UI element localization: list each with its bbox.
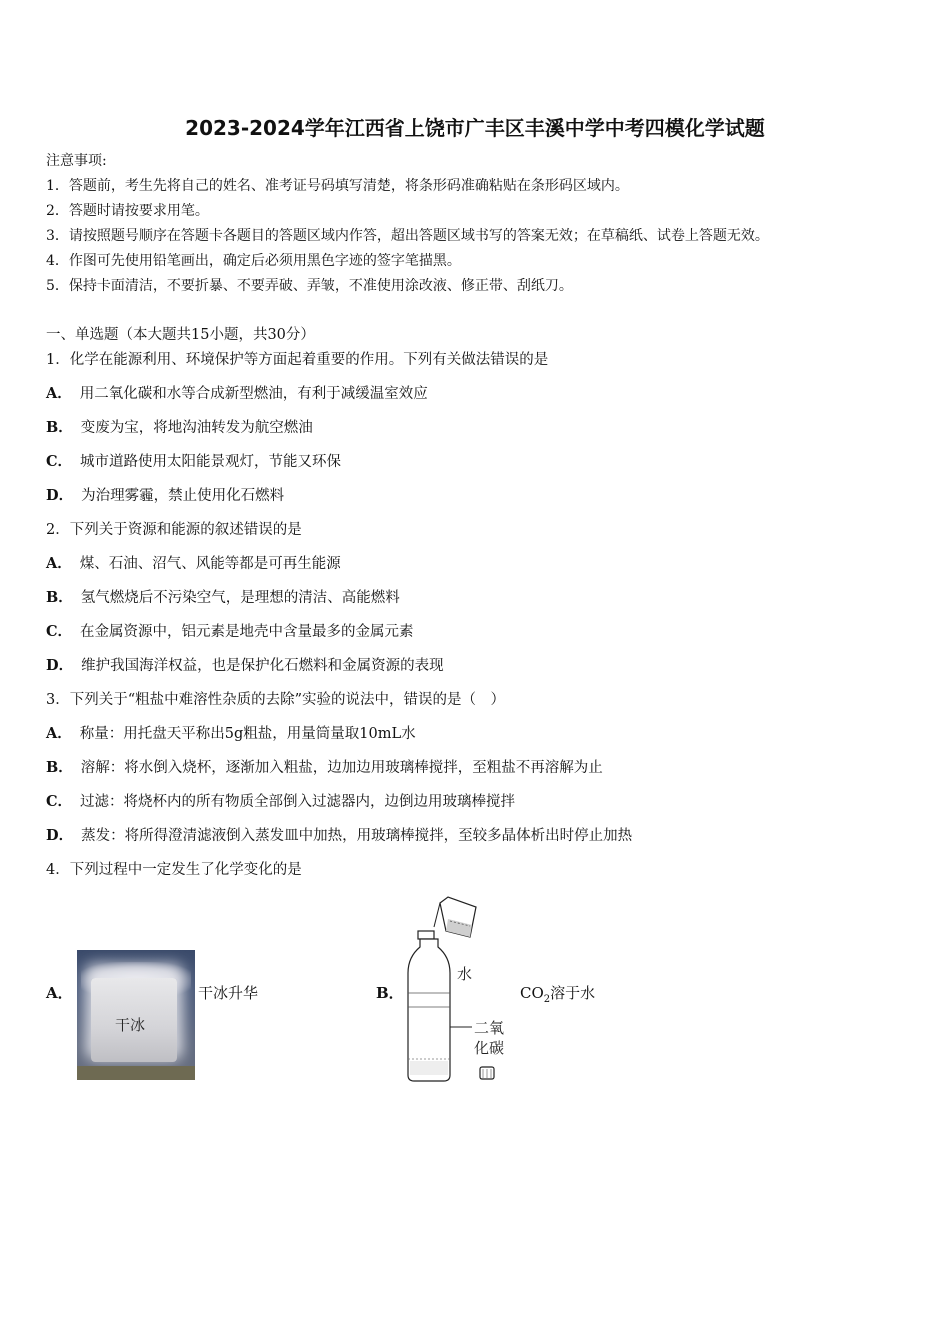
- option-letter: C．: [46, 793, 73, 810]
- notice-item: 1．答题前，考生先将自己的姓名、准考证号码填写清楚，将条形码准确粘贴在条形码区域内。: [46, 178, 629, 194]
- bottle-cap-icon: [480, 1067, 494, 1079]
- photo-base: [77, 1066, 195, 1080]
- section-heading: 一、单选题（本大题共15小题，共30分）: [46, 327, 315, 343]
- co2-label-line2: 化碳: [474, 1039, 505, 1057]
- option-text: 氢气燃烧后不污染空气，是理想的清洁、高能燃料: [80, 590, 400, 606]
- dry-ice-photo: [77, 950, 195, 1080]
- notice-item: 5．保持卡面清洁，不要折暴、不要弄破、弄皱，不准使用涂改液、修正带、刮纸刀。: [46, 278, 573, 294]
- option-text: 蒸发：将所得澄清滤液倒入蒸发皿中加热，用玻璃棒搅拌，至较多晶体析出时停止加热: [81, 828, 633, 844]
- option-text: 维护我国海洋权益，也是保护化石燃料和金属资源的表现: [81, 658, 444, 674]
- option-text: 变废为宝，将地沟油转发为航空燃油: [80, 420, 313, 436]
- option-row: [46, 725, 416, 743]
- page-title: 2023-2024学年江西省上饶市广丰区丰溪中学中考四模化学试题: [185, 116, 765, 140]
- bottle-icon: [408, 931, 450, 1081]
- question-stem: 3．下列关于“粗盐中难溶性杂质的去除”实验的说法中，错误的是（ ）: [46, 692, 506, 708]
- option-text: 煤、石油、沼气、风能等都是可再生能源: [79, 556, 341, 572]
- bottle-diagram: [400, 895, 520, 1087]
- option-text: 溶解：将水倒入烧杯，逐渐加入粗盐，边加边用玻璃棒搅拌，至粗盐不再溶解为止: [80, 760, 603, 776]
- photo-label: 干冰: [115, 1016, 146, 1034]
- option-letter: C．: [46, 623, 73, 640]
- notice-item: 2．答题时请按要求用笔。: [46, 203, 209, 219]
- option-row: [46, 759, 603, 777]
- option-caption: 干冰升华: [198, 984, 259, 1002]
- caption-subscript: 2: [543, 994, 551, 1005]
- notice-heading: 注意事项:: [46, 153, 107, 169]
- option-row: [46, 487, 284, 505]
- option-text: 用二氧化碳和水等合成新型燃油，有利于减缓温室效应: [79, 386, 428, 402]
- option-text: 为治理雾霾，禁止使用化石燃料: [81, 488, 285, 504]
- option-letter: D．: [46, 657, 74, 674]
- question-stem: 2．下列关于资源和能源的叙述错误的是: [46, 522, 302, 538]
- option-letter: D．: [46, 487, 74, 504]
- caption-text: 溶于水: [550, 984, 596, 1002]
- option-text: 在金属资源中，铝元素是地壳中含量最多的金属元素: [80, 624, 414, 640]
- co2-label-line1: 二氧: [474, 1019, 505, 1037]
- option-row: [46, 793, 515, 811]
- option-letter: A．: [46, 555, 72, 572]
- option-text: 称量：用托盘天平称出5g粗盐，用量筒量取10mL水: [79, 726, 416, 742]
- option-letter: D．: [46, 827, 74, 844]
- beaker-icon: [434, 897, 476, 937]
- caption-formula: CO: [520, 984, 544, 1002]
- option-row: [46, 827, 632, 845]
- option-row: [46, 623, 414, 641]
- water-label: 水: [457, 965, 473, 983]
- option-row: [46, 453, 341, 471]
- option-caption: [520, 982, 595, 1005]
- option-row: [46, 555, 341, 573]
- option-text: 城市道路使用太阳能景观灯，节能又环保: [80, 454, 342, 470]
- option-letter: A．: [46, 984, 73, 1002]
- option-letter: B．: [376, 984, 404, 1002]
- option-letter: B．: [46, 419, 73, 436]
- notice-item: 4．作图可先使用铅笔画出，确定后必须用黑色字迹的签字笔描黑。: [46, 253, 461, 269]
- option-row: [46, 419, 313, 437]
- option-letter: A．: [46, 385, 72, 402]
- question-stem: 4．下列过程中一定发生了化学变化的是: [46, 862, 302, 878]
- option-letter: C．: [46, 453, 73, 470]
- bottle-svg: [400, 895, 520, 1087]
- notice-item: 3．请按照题号顺序在答题卡各题目的答题区域内作答，超出答题区域书写的答案无效；在草稿纸、试卷上答题无效。: [46, 228, 769, 244]
- option-letter: B．: [46, 759, 73, 776]
- option-letter: A．: [46, 725, 72, 742]
- option-row: [46, 589, 400, 607]
- option-row: [46, 657, 444, 675]
- option-row: [46, 385, 428, 403]
- question-stem: 1．化学在能源利用、环境保护等方面起着重要的作用。下列有关做法错误的是: [46, 352, 549, 368]
- option-letter: B．: [46, 589, 73, 606]
- option-text: 过滤：将烧杯内的所有物质全部倒入过滤器内，边倒边用玻璃棒搅拌: [80, 794, 516, 810]
